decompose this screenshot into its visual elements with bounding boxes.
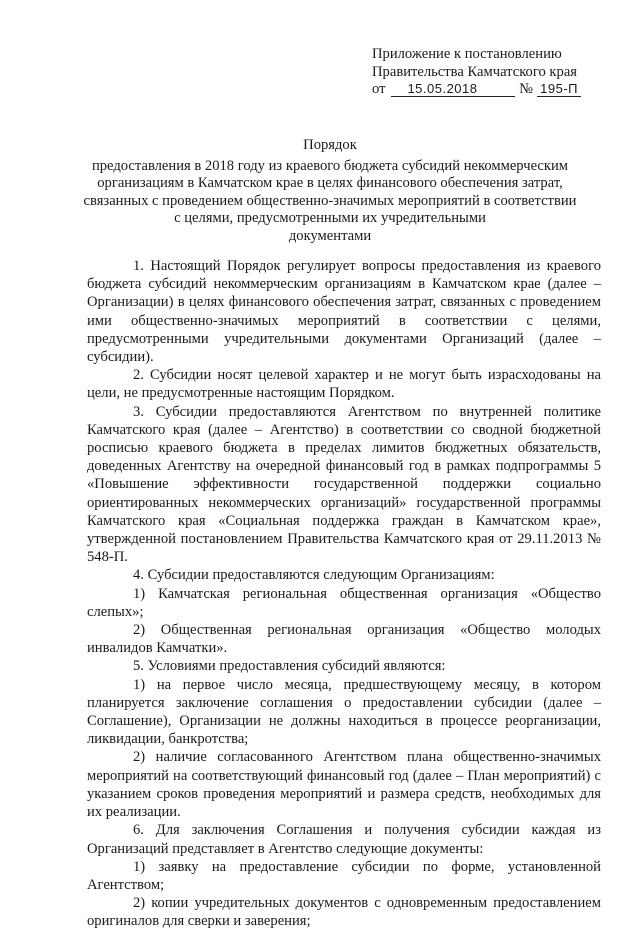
title-line: предоставления в 2018 году из краевого бюджета субсидий некоммерческим: [91, 157, 569, 174]
approval-header: [372, 46, 581, 99]
paragraph-3: 3. Субсидии предоставляются Агентством по внутренней политике Камчатского края (далее – Агентство) в соответствии со сводной бюджетной росписью краевого бюджета в пределах лимитов бюджетных обязательств, доведенных Агентству на очередной финансовый год в рамках подпрограммы 5 «Повышение эффективности государственной поддержки социально ориентированных некоммерческих организаций» государственной программы Камчатского края «Социальная поддержка граждан в Камчатском крае», утвержденной постановлением Правительства Камчатского края от 29.11.2013 № 548-П.: [87, 403, 601, 566]
title-line: связанных с проведением общественно-значимых мероприятий в соответствии: [83, 192, 577, 209]
title-line: организациям в Камчатском крае в целях финансового обеспечения затрат,: [97, 175, 563, 191]
paragraph-6-item-1: 1) заявку на предоставление субсидии по форме, установленной Агентством;: [87, 858, 601, 893]
header-ot-label: от: [372, 81, 386, 97]
header-number-sign: №: [519, 81, 534, 97]
document-body: [87, 257, 601, 931]
title-line: с целями, предусмотренными их учредительными: [174, 210, 486, 226]
paragraph-2: 2. Субсидии носят целевой характер и не могут быть израсходованы на цели, не предусмотренные настоящим Порядком.: [87, 367, 601, 402]
header-date-underline: [493, 81, 515, 97]
header-line-date-number: [372, 81, 581, 99]
header-line-appendix: Приложение к постановлению: [372, 46, 562, 62]
paragraph-1: 1. Настоящий Порядок регулирует вопросы предоставления из краевого бюджета субсидий некоммерческим организациям в Камчатском крае (далее – Организации) в целях финансового обеспечения затрат, связанных с проведением ими общественно-значимых мероприятий в соответствии с целями, предусмотренными учредительными документами Организаций (далее –субсидии).: [87, 258, 601, 366]
title-word: Порядок: [303, 137, 357, 153]
paragraph-5-item-2: 2) наличие согласованного Агентством плана общественно-значимых мероприятий на соответствующий финансовый год (далее – План мероприятий) с указанием сроков проведения мероприятий и размера средств, необходимых для их реализации.: [87, 749, 601, 821]
paragraph-4-item-1: 1) Камчатская региональная общественная организация «Общество слепых»;: [87, 585, 601, 620]
header-line-government: Правительства Камчатского края: [372, 63, 578, 80]
paragraph-5-item-1: 1) на первое число месяца, предшествующему месяцу, в котором планируется заключение соглашения о предоставлении субсидии (далее – Соглашение), Организации не должны находиться в процессе реорганизации, ликвидации, банкротства;: [87, 676, 601, 748]
document-title: [60, 137, 600, 245]
header-date: 15.05.2018: [391, 81, 493, 97]
paragraph-4: 4. Субсидии предоставляются следующим Организациям:: [133, 567, 495, 584]
title-line: документами: [288, 227, 372, 244]
paragraph-5: 5. Условиями предоставления субсидий являются:: [133, 658, 446, 675]
paragraph-6-item-2: 2) копии учредительных документов с одновременным предоставлением оригиналов для сверки и заверения;: [87, 895, 601, 930]
paragraph-4-item-2: 2) Общественная региональная организация «Общество молодых инвалидов Камчатки».: [87, 622, 601, 657]
paragraph-6: 6. Для заключения Соглашения и получения субсидии каждая из Организаций представляет в Агентство следующие документы:: [87, 822, 601, 857]
header-number: 195-П: [537, 81, 581, 97]
